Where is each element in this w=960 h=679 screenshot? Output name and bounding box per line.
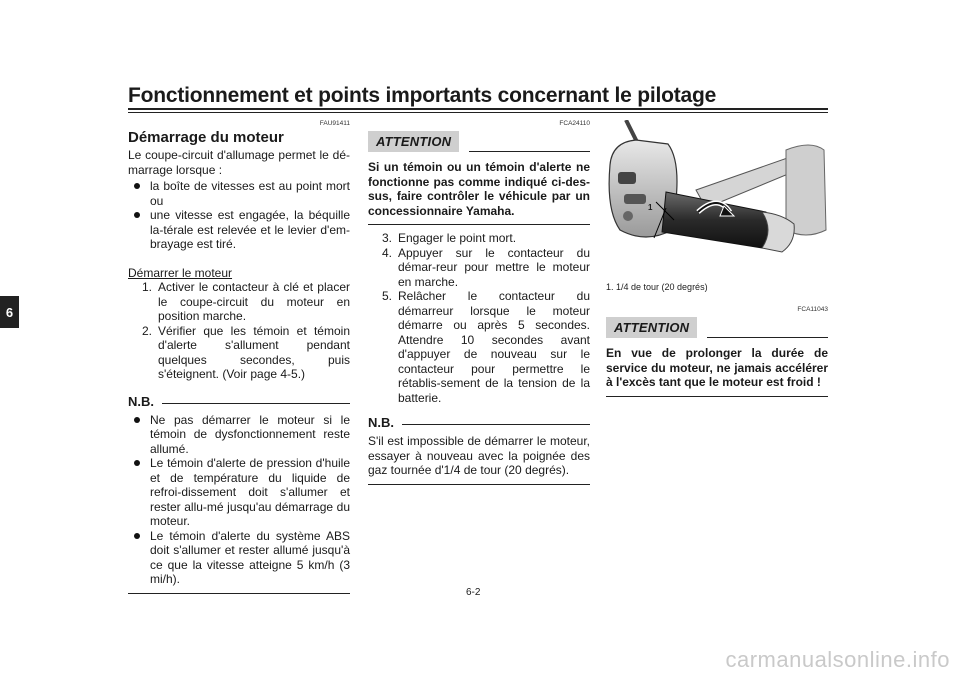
note-label: N.B. [128,393,154,409]
list-item: Ne pas démarrer le moteur si le témoin de dysfonctionnement reste allumé. [130,413,350,457]
attention-label: ATTENTION [368,131,459,152]
watermark: carmanualsonline.info [725,647,950,672]
steps-list [368,231,590,405]
attention-header [606,317,828,338]
note-header [368,415,590,430]
bullet-icon [134,212,140,218]
chapter-tab: 6 [0,296,19,328]
attention-text: Si un témoin ou un témoin d'alerte ne fonctionne pas comme indiqué ci-des-sus, faire contrôler le véhicule par un concessionnaire Yamaha. [368,160,590,218]
bullet-icon [134,460,140,466]
divider [368,484,590,485]
intro-text: Le coupe-circuit d'allumage permet le dé-marrage lorsque : [128,148,350,177]
divider [162,403,350,404]
column-1 [128,120,350,594]
title-rule [128,108,828,110]
handlebar-throttle-image [606,120,828,270]
subheading: Démarrer le moteur [128,265,233,280]
notes-list [128,413,350,587]
title-rule-thin [128,112,828,113]
section-code: FCA11043 [797,306,828,313]
step-item: 5. Relâcher le contacteur du démarreur lorsque le moteur démarre ou après 5 secondes. Attendre 10 secondes avant d'appuyer de nouveau sur le contacteur pour permettre le rétablis-sement de la tension de la batterie. [382,289,590,405]
step-item: 3. Engager le point mort. [382,231,517,245]
divider [128,593,350,594]
note-text: S'il est impossible de démarrer le moteur, essayer à nouveau avec la poignée des gaz tournée d'1/4 de tour (20 degrés). [368,434,590,477]
step-item: 2. Vérifier que les témoin et témoin d'alerte s'allument pendant quelques secondes, puis s'éteignent. (Voir page 4-5.) [142,323,350,381]
steps-list [128,280,350,382]
section-code: FCA24110 [559,120,590,127]
attention-label: ATTENTION [606,317,697,338]
list-item: Le témoin d'alerte de pression d'huile et de température du liquide de refroi-dissement doit s'allumer et rester allu-mé jusqu'au démarrage du moteur. [130,456,350,529]
figure-caption: 1. 1/4 de tour (20 degrés) [606,282,708,292]
section-code: FAU91411 [319,120,350,127]
throttle-illustration [606,120,828,270]
divider [402,424,590,425]
divider [606,396,828,397]
conditions-list [128,179,350,252]
bullet-icon [134,533,140,539]
column-2 [368,120,590,485]
attention-header [368,131,590,152]
bullet-icon [134,417,140,423]
page-number: 6-2 [466,587,481,598]
callout-number: 1 [648,203,653,212]
list-item: la boîte de vitesses est au point mort ou [130,179,350,208]
section-heading: Démarrage du moteur [128,129,284,146]
bullet-icon [134,183,140,189]
divider [368,224,590,225]
list-item: une vitesse est engagée, la béquille la-térale est relevée et le levier d'em-brayage est tiré. [130,208,350,252]
column-3 [606,120,828,397]
list-item: Le témoin d'alerte du système ABS doit s'allumer et rester allumé jusqu'à ce que la vitesse atteigne 5 km/h (3 mi/h). [130,529,350,587]
attention-text: En vue de prolonger la durée de service du moteur, ne jamais accélérer à l'excès tant que le moteur est froid ! [606,346,828,389]
page-title: Fonctionnement et points importants concernant le pilotage [128,84,717,107]
divider [707,337,828,338]
step-item: 1. Activer le contacteur à clé et placer le coupe-circuit du moteur en position marche. [142,280,350,323]
divider [469,151,590,152]
note-header [128,394,350,409]
note-label: N.B. [368,415,394,430]
step-item: 4. Appuyer sur le contacteur du démar-reur pour mettre le moteur en marche. [382,245,590,289]
